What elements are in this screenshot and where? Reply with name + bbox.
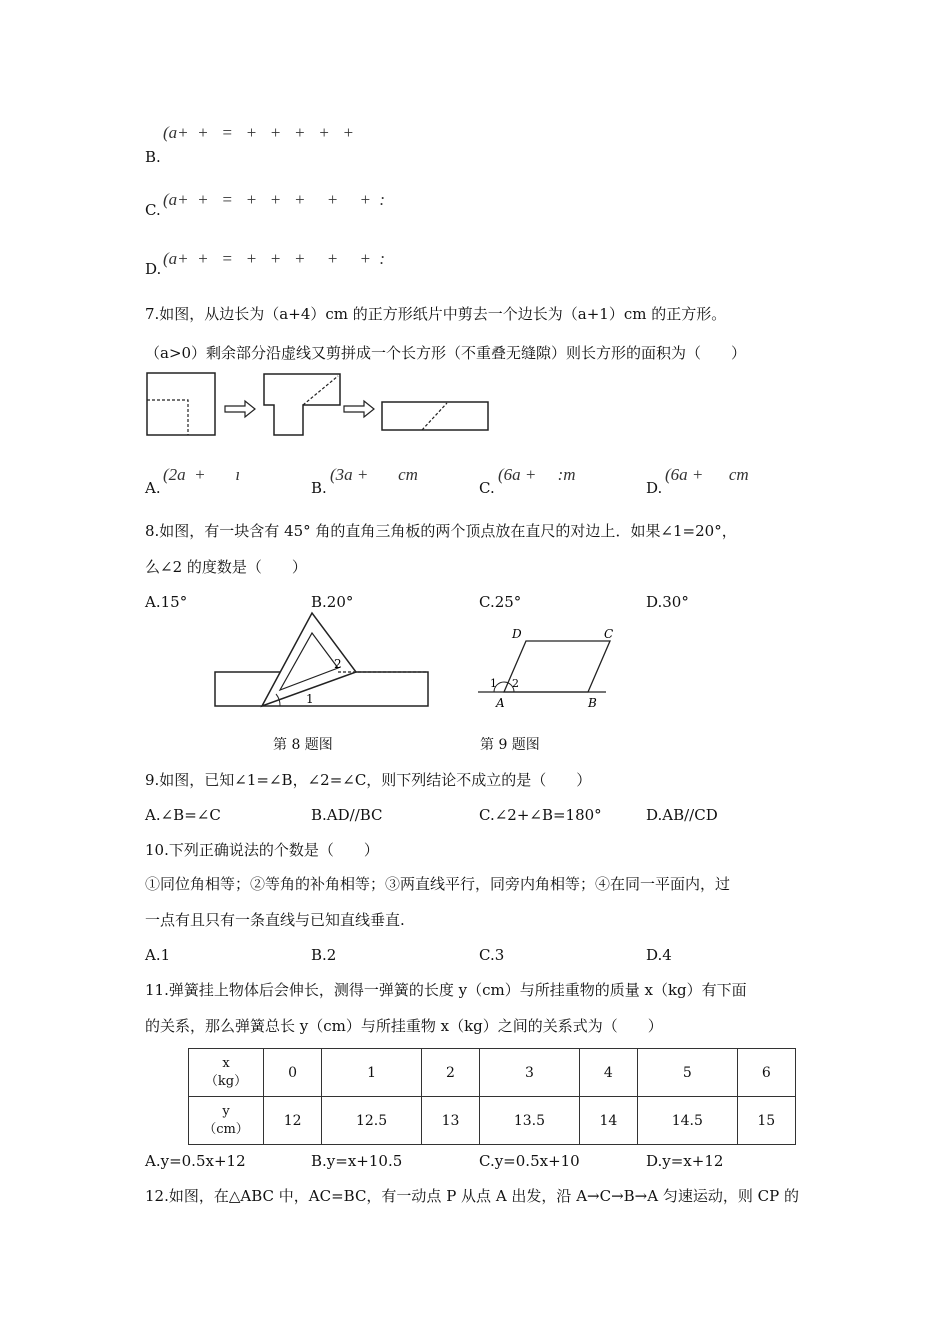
q11-option-b[interactable]: B.y=x+10.5 [311, 1152, 403, 1170]
q8-option-a[interactable]: A.15° [145, 593, 188, 611]
q11-stem-line2: 的关系，那么弹簧总长 y（cm）与所挂重物 x（kg）之间的关系式为（ ） [145, 1017, 663, 1035]
q9-stem: 9.如图，已知∠1=∠B，∠2=∠C，则下列结论不成立的是（ ） [145, 771, 592, 789]
table-cell: 12.5 [322, 1097, 422, 1145]
table-cell: 3 [480, 1049, 580, 1097]
table-cell: 4 [579, 1049, 637, 1097]
figure-8 [210, 608, 435, 712]
q10-option-d[interactable]: D.4 [646, 946, 672, 964]
table-cell: 6 [737, 1049, 795, 1097]
q9-option-b[interactable]: B.AD//BC [311, 806, 383, 824]
table-cell: 2 [421, 1049, 479, 1097]
q7-option-a-formula: (2a + ı [163, 465, 241, 484]
figure-8-caption: 第 8 题图 [273, 737, 333, 753]
table-cell: 14.5 [638, 1097, 738, 1145]
table-header-y [189, 1097, 264, 1145]
q9-option-a[interactable]: A.∠B=∠C [145, 806, 221, 824]
q7-stem-line2: （a>0）剩余部分沿虚线又剪拼成一个长方形（不重叠无缝隙）则长方形的面积为（ ） [145, 344, 747, 362]
q10-option-c[interactable]: C.3 [479, 946, 505, 964]
q7-option-b-formula: (3a + cm [330, 465, 418, 484]
fig8-angle2-label: 2 [334, 657, 342, 671]
figure-9 [476, 624, 621, 712]
q8-stem-line1: 8.如图，有一块含有 45° 角的直角三角板的两个顶点放在直尺的对边上．如果∠1=20°， [145, 522, 737, 540]
q8-option-b[interactable]: B.20° [311, 593, 354, 611]
q6-option-d-formula: (a+ + = + + + + + : [163, 249, 386, 268]
table-row-y [189, 1097, 796, 1145]
fig9-angle2-label: 2 [512, 677, 519, 690]
q7-option-b-label[interactable]: B. [311, 479, 327, 497]
q7-figure [140, 368, 500, 440]
fig9-angle1-label: 1 [490, 677, 497, 690]
q8-option-d[interactable]: D.30° [646, 593, 689, 611]
table-cell: 1 [322, 1049, 422, 1097]
q6-option-c-formula: (a+ + = + + + + + : [163, 190, 386, 209]
fig9-label-d: D [512, 627, 522, 641]
q11-stem-line1: 11.弹簧挂上物体后会伸长，测得一弹簧的长度 y（cm）与所挂重物的质量 x（kg）有下面 [145, 981, 747, 999]
q9-option-c[interactable]: C.∠2+∠B=180° [479, 806, 602, 824]
q10-option-b[interactable]: B.2 [311, 946, 337, 964]
y-variable-name: y [222, 1103, 230, 1119]
table-cell: 15 [737, 1097, 795, 1145]
q10-statements-line2: 一点有且只有一条直线与已知直线垂直. [145, 911, 405, 929]
fig9-label-a: A [496, 696, 505, 710]
q7-option-c-label[interactable]: C. [479, 479, 495, 497]
q9-option-d[interactable]: D.AB//CD [646, 806, 718, 824]
q6-option-d-label[interactable]: D. [145, 260, 162, 278]
q7-option-a-label[interactable]: A. [145, 479, 161, 497]
q11-option-a[interactable]: A.y=0.5x+12 [145, 1152, 246, 1170]
q6-option-b-formula: (a+ + = + + + + + [163, 123, 354, 142]
q7-stem-line1: 7.如图，从边长为（a+4）cm 的正方形纸片中剪去一个边长为（a+1）cm 的正方形。 [145, 305, 727, 323]
q11-option-d[interactable]: D.y=x+12 [646, 1152, 724, 1170]
q10-statements-line1: ①同位角相等；②等角的补角相等；③两直线平行，同旁内角相等；④在同一平面内，过 [145, 875, 731, 893]
q7-option-d-formula: (6a + cm [665, 465, 749, 484]
q8-option-c[interactable]: C.25° [479, 593, 522, 611]
table-header-x [189, 1049, 264, 1097]
q10-option-a[interactable]: A.1 [145, 946, 171, 964]
table-cell: 0 [264, 1049, 322, 1097]
fig9-label-b: B [588, 696, 597, 710]
y-variable-unit: （cm） [203, 1121, 249, 1137]
q7-option-c-formula: (6a + :m [498, 465, 576, 484]
table-cell: 13.5 [480, 1097, 580, 1145]
x-variable-unit: （kg） [204, 1073, 248, 1089]
table-cell: 12 [264, 1097, 322, 1145]
q8-stem-line2: 么∠2 的度数是（ ） [145, 558, 307, 576]
q11-option-c[interactable]: C.y=0.5x+10 [479, 1152, 580, 1170]
table-cell: 14 [579, 1097, 637, 1145]
table-cell: 5 [638, 1049, 738, 1097]
q6-option-b-label[interactable]: B. [145, 148, 161, 166]
table-cell: 13 [421, 1097, 479, 1145]
q12-stem-line1: 12.如图，在△ABC 中，AC=BC，有一动点 P 从点 A 出发，沿 A→C→B→A 匀速运动，则 CP 的 [145, 1187, 799, 1205]
q11-data-table [188, 1048, 796, 1145]
fig8-angle1-label: 1 [306, 692, 314, 706]
q7-option-d-label[interactable]: D. [646, 479, 663, 497]
x-variable-name: x [222, 1055, 230, 1071]
fig9-label-c: C [604, 627, 614, 641]
table-row-x [189, 1049, 796, 1097]
figure-9-caption: 第 9 题图 [480, 737, 540, 753]
q10-stem: 10.下列正确说法的个数是（ ） [145, 841, 379, 859]
q6-option-c-label[interactable]: C. [145, 201, 161, 219]
